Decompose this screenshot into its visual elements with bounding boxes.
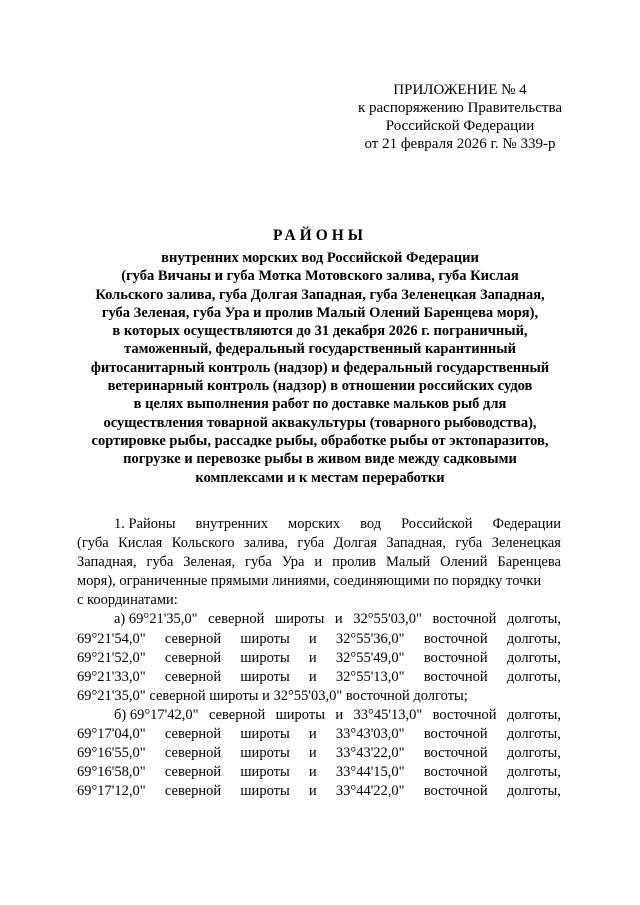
word: северной — [208, 706, 266, 723]
word: Малый — [385, 554, 431, 571]
coordinate-line: 69°21'35,0" северной широты и 32°55'03,0" восточной долготы; — [77, 687, 468, 704]
word: 33°45'13,0" — [353, 706, 423, 723]
coordinate-line — [77, 630, 561, 649]
word: долготы, — [506, 649, 561, 666]
subtitle-line: в которых осуществляются до 31 декабря 2026 г. пограничный, — [112, 323, 528, 340]
word: широты — [240, 783, 290, 800]
word: внутренних — [195, 516, 269, 532]
word: восточной — [423, 668, 488, 685]
word: б) 69°17'42,0" — [114, 706, 199, 723]
word: восточной — [432, 611, 497, 628]
appendix-line: Российской Федерации — [385, 118, 535, 134]
word: и — [308, 649, 317, 666]
word: вод — [360, 516, 382, 532]
word: восточной — [423, 764, 488, 781]
word: 69°16'58,0" — [77, 764, 146, 781]
word: Зеленецкая — [491, 535, 561, 552]
word: северной — [164, 649, 222, 666]
word: широты — [240, 745, 290, 762]
word: 69°21'54,0" — [77, 630, 146, 647]
word: долготы, — [506, 783, 561, 800]
subtitle-line: губа Зеленая, губа Ура и пролив Малый Олений Баренцева моря), — [101, 304, 539, 321]
word: залива, — [243, 535, 288, 552]
word: 32°55'49,0" — [335, 649, 405, 666]
subtitle-line: Кольского залива, губа Долгая Западная, губа Зеленецкая Западная, — [95, 286, 545, 303]
word: и — [308, 764, 317, 781]
coordinate-line — [77, 668, 561, 687]
word: северной — [164, 668, 222, 685]
word: восточной — [423, 630, 488, 647]
word: Долгая — [333, 535, 377, 552]
coordinate-line — [77, 725, 561, 744]
document-body — [77, 515, 561, 801]
word: северной — [164, 745, 222, 762]
appendix-line: от 21 февраля 2026 г. № 339-р — [364, 136, 556, 152]
word: и — [335, 706, 344, 723]
word: и — [308, 783, 317, 800]
word: Ура — [281, 554, 305, 571]
word: 33°44'22,0" — [335, 783, 405, 800]
appendix-line: ПРИЛОЖЕНИЕ № 4 — [393, 82, 527, 98]
word: Олений — [440, 554, 488, 571]
word: Западная, — [77, 554, 137, 571]
paragraph-line — [77, 515, 561, 534]
paragraph-line — [77, 553, 561, 572]
word: и — [334, 611, 343, 628]
word: долготы, — [506, 630, 561, 647]
word: широты — [275, 706, 325, 723]
word: северной — [164, 764, 222, 781]
subtitle-line: комплексами и к местам переработки — [195, 469, 445, 486]
word: губа — [297, 535, 325, 552]
subtitle-line: ветеринарный контроль (надзор) в отношении российских судов — [107, 378, 533, 395]
word: Федерации — [492, 516, 561, 532]
paragraph-line — [77, 534, 561, 553]
word: 32°55'13,0" — [335, 668, 405, 685]
word: 69°21'33,0" — [77, 668, 146, 685]
word: а) 69°21'35,0" — [114, 611, 198, 628]
word: восточной — [423, 649, 488, 666]
word: 69°16'55,0" — [77, 745, 146, 762]
word: северной — [164, 726, 222, 743]
word: пролив — [332, 554, 377, 571]
coordinate-line — [77, 782, 561, 801]
word: восточной — [432, 706, 497, 723]
paragraph-line: моря), ограниченные прямыми линиями, соединяющими по порядку точки — [77, 573, 542, 590]
word: морских — [288, 516, 341, 532]
word: 33°43'22,0" — [335, 745, 405, 762]
word: и — [308, 726, 317, 743]
word: Баренцева — [497, 554, 561, 571]
word: и — [314, 554, 323, 571]
word: долготы, — [506, 745, 561, 762]
subtitle-line: в целях выполнения работ по доставке мальков рыб для — [133, 396, 507, 413]
word: (губа — [77, 535, 109, 552]
word: широты — [240, 649, 290, 666]
word: 32°55'03,0" — [353, 611, 422, 628]
document-subtitle — [60, 249, 580, 487]
word: Западная, — [386, 535, 446, 552]
appendix-header — [340, 81, 580, 153]
word: восточной — [423, 745, 488, 762]
subtitle-line: фитосанитарный контроль (надзор) и федеральный государственный — [90, 359, 550, 376]
word: Кольского — [171, 535, 235, 552]
word: восточной — [423, 783, 488, 800]
word: 69°17'04,0" — [77, 726, 146, 743]
word: широты — [240, 726, 290, 743]
coordinate-line — [77, 706, 561, 725]
word: 32°55'36,0" — [335, 630, 405, 647]
word: северной — [164, 630, 222, 647]
word: долготы, — [506, 706, 561, 723]
word: и — [308, 630, 317, 647]
subtitle-line: внутренних морских вод Российской Федерации — [161, 250, 479, 266]
word: Зеленая, — [183, 554, 236, 571]
word: северной — [208, 611, 265, 628]
word: долготы, — [506, 611, 561, 628]
word: и — [308, 745, 317, 762]
word: и — [308, 668, 317, 685]
word: широты — [240, 630, 290, 647]
subtitle-line: осуществления товарной аквакультуры (товарного рыбоводства), — [103, 414, 537, 431]
word: широты — [275, 611, 325, 628]
word: 33°44'15,0" — [335, 764, 405, 781]
subtitle-line: (губа Вичаны и губа Мотка Мотовского залива, губа Кислая — [121, 268, 519, 285]
subtitle-line: сортировке рыбы, рассадке рыбы, обработке рыбы от эктопаразитов, — [91, 432, 549, 449]
coordinate-line — [77, 610, 561, 629]
word: восточной — [423, 726, 488, 743]
coordinate-line — [77, 744, 561, 763]
subtitle-line: погрузке и перевозке рыбы в живом виде между садковыми — [123, 451, 517, 468]
subtitle-line: таможенный, федеральный государственный карантинный — [124, 341, 516, 358]
word: Кислая — [118, 535, 163, 552]
word: широты — [240, 668, 290, 685]
word: широты — [240, 764, 290, 781]
coordinate-line — [77, 649, 561, 668]
word: губа — [146, 554, 174, 571]
paragraph-line: с координатами: — [77, 592, 178, 609]
word: 69°17'12,0" — [77, 783, 146, 800]
word: 1. Районы — [114, 516, 176, 532]
word: 33°43'03,0" — [335, 726, 405, 743]
word: долготы, — [506, 764, 561, 781]
word: долготы, — [506, 726, 561, 743]
word: 69°21'52,0" — [77, 649, 146, 666]
word: северной — [164, 783, 222, 800]
appendix-line: к распоряжению Правительства — [357, 100, 562, 116]
word: губа — [245, 554, 272, 571]
document-title: РАЙОНЫ — [272, 227, 368, 244]
coordinate-line — [77, 763, 561, 782]
word: губа — [455, 535, 483, 552]
word: Российской — [401, 516, 473, 532]
word: долготы, — [506, 668, 561, 685]
